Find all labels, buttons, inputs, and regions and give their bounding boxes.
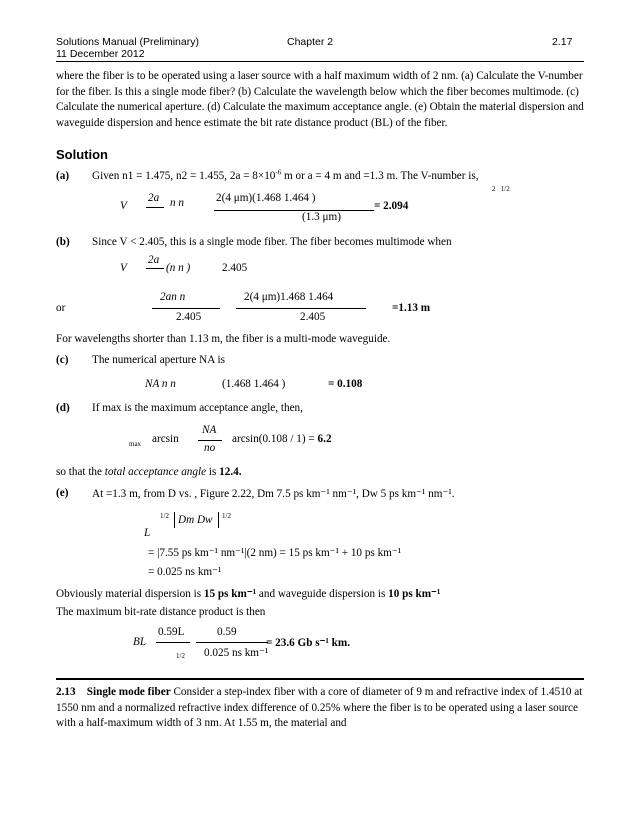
part-a-given-tail: m or a = 4 m and =1.3 m. The V-number is, (281, 170, 479, 182)
part-a-label: (a) (56, 170, 70, 182)
obviously-pre: Obviously material dispersion is (56, 588, 204, 600)
bl-fraction-line-1 (156, 642, 190, 643)
bl-fraction-line-2 (196, 642, 268, 643)
part-b-eq2-fraction-line-b (236, 308, 366, 309)
material-dispersion-value: 15 ps km⁻¹ (203, 588, 257, 600)
header-date: 11 December 2012 (56, 48, 145, 60)
part-c-label: (c) (56, 354, 69, 366)
part-a-eq-den: (1.3 μm) (302, 211, 341, 223)
part-e-abs-bar-right (218, 512, 219, 528)
after-d-emphasis: total acceptance angle (104, 466, 207, 478)
part-a-eq-num1: 2a (148, 192, 160, 204)
part-c-eq-mid: (1.468 1.464 ) (222, 378, 286, 390)
max-bitrate-text: The maximum bit-rate distance product is then (56, 606, 266, 618)
bl-eq-num1: 0.59L (158, 626, 185, 638)
header-chapter: Chapter 2 (287, 36, 334, 48)
part-a-eq-V: V (120, 200, 127, 212)
part-d-label: (d) (56, 402, 70, 414)
obviously-mid: and waveguide dispersion is (256, 588, 389, 600)
part-a-eq-num2: 2(4 μm)(1.468 1.464 ) (216, 192, 316, 204)
part-b-eq2-result: =1.13 m (392, 302, 431, 314)
part-e-eq-L: L (144, 527, 151, 539)
part-e-label: (e) (56, 487, 69, 499)
problem-number: 2.13 (56, 686, 76, 698)
solution-heading: Solution (56, 147, 108, 162)
part-b-eq1-body: (n n ) (166, 262, 191, 274)
part-e-eq-half: 1/2 (160, 512, 169, 520)
header-page-number: 2.17 (552, 36, 573, 48)
part-b-eq1-num: 2a (148, 254, 160, 266)
part-e-eq-body: Dm Dw (178, 514, 213, 526)
part-e-eq-half-2: 1/2 (222, 512, 231, 520)
after-b-text: For wavelengths shorter than 1.13 m, the fiber is a multi-mode waveguide. (56, 333, 391, 345)
header-rule (56, 61, 584, 62)
part-d-eq-rhs-text: arcsin(0.108 / 1) = (232, 433, 318, 445)
part-b-eq2-fraction-line-a (152, 308, 220, 309)
after-d-mid: is (206, 466, 220, 478)
part-b-eq1-V: V (120, 262, 127, 274)
part-e-abs-bar-left (174, 512, 175, 528)
bl-eq-den1: 1/2 (176, 652, 185, 660)
part-a-fraction-line-1 (146, 207, 164, 208)
part-d-text: If max is the maximum acceptance angle, then, (92, 402, 303, 414)
part-a-exponent: -6 (275, 168, 282, 177)
part-e-text: At =1.3 m, from D vs. , Figure 2.22, Dm 7.5 ps km⁻¹ nm⁻¹, Dw 5 ps km⁻¹ nm⁻¹. (92, 488, 455, 500)
part-b-eq2-den-b: 2.405 (300, 311, 326, 323)
part-d-eq-result: 6.2 (317, 433, 332, 445)
part-d-eq-den: no (204, 442, 216, 454)
part-b-label: (b) (56, 236, 70, 248)
problem-text: Consider a step-index fiber with a core of diameter of 9 m and refractive index of 1.4510 at 1550 nm and a normalized refractive index difference of 0.25% where the fiber is to be operated using a laser source with a half-maximum width of 3 nm. At 1.55 m, the material and (56, 686, 583, 730)
bl-eq-lhs: BL (133, 636, 147, 648)
part-a-eq-superscript (492, 185, 510, 193)
part-c-eq-lhs: NA n n (145, 378, 176, 390)
bl-eq-result: = 23.6 Gb s⁻¹ km. (266, 637, 351, 649)
problem-title: Single mode fiber (86, 686, 171, 698)
part-a-given (92, 170, 479, 182)
header-manual-title: Solutions Manual (Preliminary) (56, 36, 199, 48)
part-c-eq-result: = 0.108 (328, 378, 363, 390)
after-d-value: 12.4. (219, 466, 242, 478)
part-d-eq-arcsin: arcsin (152, 433, 179, 445)
after-d-text (56, 465, 584, 481)
part-a-eq-n: n n (170, 197, 184, 209)
part-d-eq-rhs (232, 433, 332, 445)
bl-eq-den2: 0.025 ns km⁻¹ (204, 647, 269, 659)
part-d-eq-max: max (129, 440, 142, 448)
part-b-or: or (56, 302, 66, 314)
part-b-eq1-fraction-line (146, 268, 164, 269)
part-a-fraction-line-2 (214, 210, 374, 211)
problem-intro-text: where the fiber is to be operated using a laser source with a half maximum width of 2 nm. (a) Calculate the V-number for the fiber. Is this a single mode fiber? (b) Calculate the wavelength below which the fiber becomes multimode. (c) Calculate the numerical aperture. (d) Calculate the maximum acceptance angle. (e) Obtain the material dispersion and waveguide dispersion and hence estimate the bit rate distance product (BL) of the fiber. (56, 70, 584, 129)
part-c-text: The numerical aperture NA is (92, 354, 225, 366)
part-a-eq-half: 1/2 (500, 185, 510, 193)
part-e-line1: = |7.55 ps km⁻¹ nm⁻¹|(2 nm) = 15 ps km⁻¹ + 10 ps km⁻¹ (148, 547, 402, 559)
part-a-eq-result: = 2.094 (374, 200, 409, 212)
part-b-eq2-num-b: 2(4 μm)1.468 1.464 (244, 291, 334, 303)
part-b-eq1-rhs: 2.405 (222, 262, 248, 274)
part-b-text: Since V < 2.405, this is a single mode fiber. The fiber becomes multimode when (92, 236, 452, 248)
part-d-eq-num: NA (202, 424, 217, 436)
part-b-eq2-den-a: 2.405 (176, 311, 202, 323)
part-d-fraction-line (198, 440, 222, 441)
part-e-line2: = 0.025 ns km⁻¹ (148, 566, 222, 578)
after-d-pre: so that the (56, 466, 105, 478)
part-a-eq-two: 2 (492, 185, 496, 193)
part-b-eq2-num-a: 2an n (160, 291, 186, 303)
bl-eq-num2: 0.59 (217, 626, 237, 638)
part-a-given-text: Given n1 = 1.475, n2 = 1.455, 2a = 8×10 (92, 170, 276, 182)
problem-2-13 (56, 685, 584, 732)
waveguide-dispersion-value: 10 ps km⁻¹ (388, 588, 441, 600)
section-divider (56, 678, 584, 680)
obviously-text (56, 587, 584, 603)
